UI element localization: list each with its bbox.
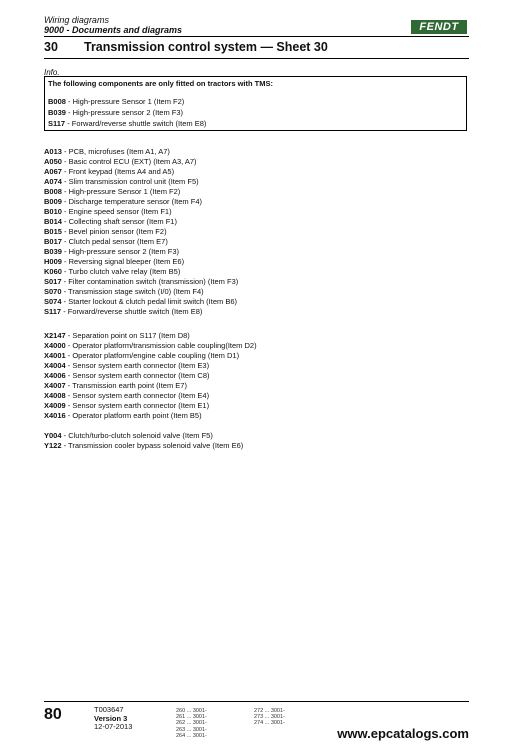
serials-right — [254, 708, 285, 727]
list-item — [44, 287, 238, 297]
component-list-1 — [44, 147, 238, 317]
component-code: S017 — [44, 277, 62, 286]
list-item — [44, 147, 238, 157]
list-item — [44, 381, 257, 391]
component-code: S117 — [44, 307, 62, 316]
component-code: X4016 — [44, 411, 66, 420]
component-description: - Clutch pedal sensor (Item E7) — [61, 237, 168, 246]
component-description: - Filter contamination switch (transmission) (Item F3) — [61, 277, 239, 286]
list-item — [44, 361, 257, 371]
page-title — [44, 40, 328, 54]
list-item — [44, 177, 238, 187]
component-code: H009 — [44, 257, 62, 266]
serial-range: 262 ... 3001- — [176, 720, 207, 727]
list-item — [48, 118, 463, 129]
component-description: - Transmission stage switch (I/0) (Item F4) — [61, 287, 204, 296]
component-description: - Transmission cooler bypass solenoid valve (Item E6) — [61, 441, 244, 450]
serial-range: 264 ... 3001- — [176, 732, 207, 739]
serial-range: 274 ... 3001- — [254, 720, 285, 727]
component-description: - Sensor system earth connector (Item E1) — [65, 401, 210, 410]
component-description: - Starter lockout & clutch pedal limit switch (Item B6) — [61, 297, 238, 306]
serial-range: 261 ... 3001- — [176, 714, 207, 721]
component-description: - High-pressure Sensor 1 (Item F2) — [61, 187, 181, 196]
list-item — [44, 391, 257, 401]
list-item — [48, 96, 463, 107]
list-item — [44, 227, 238, 237]
component-code: B039 — [44, 247, 62, 256]
component-description: - Collecting shaft sensor (Item F1) — [61, 217, 177, 226]
list-item — [44, 371, 257, 381]
component-description: - High-pressure Sensor 1 (Item F2) — [65, 97, 185, 106]
info-box — [44, 76, 467, 131]
component-list-3 — [44, 431, 243, 451]
title-divider — [44, 58, 469, 59]
list-item — [44, 401, 257, 411]
serial-range: 272 ... 3001- — [254, 708, 285, 714]
list-item — [44, 441, 243, 451]
component-code: A013 — [44, 147, 62, 156]
component-description: - Reversing signal bleeper (Item E6) — [61, 257, 185, 266]
list-item — [44, 331, 257, 341]
footer-divider — [44, 701, 469, 702]
info-heading: The following components are only fitted on tractors with TMS: — [48, 79, 274, 88]
component-description: - Forward/reverse shuttle switch (Item E8) — [61, 307, 203, 316]
list-item — [44, 187, 238, 197]
component-description: - Clutch/turbo-clutch solenoid valve (Item F5) — [61, 431, 213, 440]
component-code: K060 — [44, 267, 62, 276]
component-code: A050 — [44, 157, 62, 166]
component-description: - Sensor system earth connector (Item E3) — [65, 361, 210, 370]
component-code: B009 — [44, 197, 62, 206]
serial-range: 263 ... 3001- — [176, 726, 207, 733]
doc-version: Version 3 — [94, 713, 128, 723]
component-description: - Separation point on S117 (Item D8) — [65, 331, 190, 340]
component-description: - Sensor system earth connector (Item E4) — [65, 391, 210, 400]
component-description: - Turbo clutch valve relay (Item B5) — [61, 267, 181, 276]
list-item — [44, 277, 238, 287]
component-description: - Transmission earth point (Item E7) — [65, 381, 187, 390]
component-description: - Basic control ECU (EXT) (Item A3, A7) — [61, 157, 197, 166]
component-description: - Engine speed sensor (Item F1) — [61, 207, 172, 216]
sheet-title: Transmission control system — Sheet 30 — [84, 40, 328, 54]
fendt-logo: FENDT — [411, 20, 467, 34]
component-description: - Operator platform/engine cable coupling (Item D1) — [65, 351, 240, 360]
list-item — [44, 257, 238, 267]
list-item — [44, 247, 238, 257]
component-code: B008 — [48, 97, 66, 106]
component-code: X4009 — [44, 401, 66, 410]
header-section: Wiring diagrams — [44, 15, 109, 25]
list-item — [44, 197, 238, 207]
list-item — [44, 307, 238, 317]
list-item — [44, 351, 257, 361]
component-code: X4004 — [44, 361, 66, 370]
header-divider — [44, 36, 469, 37]
sheet-number: 30 — [44, 40, 58, 54]
component-description: - Sensor system earth connector (Item C8) — [65, 371, 210, 380]
component-code: X4000 — [44, 341, 66, 350]
component-code: S117 — [48, 119, 66, 128]
component-code: B015 — [44, 227, 62, 236]
list-item — [44, 411, 257, 421]
list-item — [44, 267, 238, 277]
component-code: X4006 — [44, 371, 66, 380]
watermark: www.epcatalogs.com — [337, 726, 469, 741]
serial-range: 273 ... 3001- — [254, 714, 285, 721]
component-description: - Slim transmission control unit (Item F5) — [61, 177, 199, 186]
component-code: B017 — [44, 237, 62, 246]
list-item — [48, 107, 463, 118]
component-code: X4001 — [44, 351, 66, 360]
component-description: - Front keypad (Items A4 and A5) — [61, 167, 175, 176]
list-item — [44, 297, 238, 307]
component-code: B010 — [44, 207, 62, 216]
component-description: - Operator platform earth point (Item B5) — [65, 411, 202, 420]
component-code: B039 — [48, 108, 66, 117]
component-description: - Forward/reverse shuttle switch (Item E8) — [65, 119, 207, 128]
serials-left — [176, 708, 207, 739]
doc-date: 12-07-2013 — [94, 722, 133, 731]
list-item — [44, 157, 238, 167]
component-description: - High-pressure sensor 2 (Item F3) — [65, 108, 184, 117]
component-description: - Operator platform/transmission cable coupling(Item D2) — [65, 341, 257, 350]
component-description: - Discharge temperature sensor (Item F4) — [61, 197, 202, 206]
component-code: A074 — [44, 177, 62, 186]
list-item — [44, 167, 238, 177]
component-description: - High-pressure sensor 2 (Item F3) — [61, 247, 180, 256]
component-code: S074 — [44, 297, 62, 306]
list-item — [44, 431, 243, 441]
header-subsection: 9000 - Documents and diagrams — [44, 25, 183, 35]
list-item — [44, 217, 238, 227]
component-code: A067 — [44, 167, 62, 176]
component-code: Y004 — [44, 431, 62, 440]
page-number: 80 — [44, 706, 62, 723]
component-code: Y122 — [44, 441, 62, 450]
doc-meta — [94, 706, 132, 732]
list-item — [44, 207, 238, 217]
doc-id: T003647 — [94, 705, 124, 714]
list-item — [44, 237, 238, 247]
component-code: X4008 — [44, 391, 66, 400]
info-list — [48, 96, 463, 129]
info-label: Info. — [44, 68, 60, 77]
component-code: S070 — [44, 287, 62, 296]
component-code: X4007 — [44, 381, 66, 390]
serial-range: 260 ... 3001- — [176, 708, 207, 714]
component-description: - Bevel pinion sensor (Item F2) — [61, 227, 167, 236]
component-description: - PCB, microfuses (Item A1, A7) — [61, 147, 170, 156]
component-code: B014 — [44, 217, 62, 226]
component-code: B008 — [44, 187, 62, 196]
component-list-2 — [44, 331, 257, 421]
list-item — [44, 341, 257, 351]
component-code: X2147 — [44, 331, 66, 340]
document-header — [44, 15, 182, 35]
